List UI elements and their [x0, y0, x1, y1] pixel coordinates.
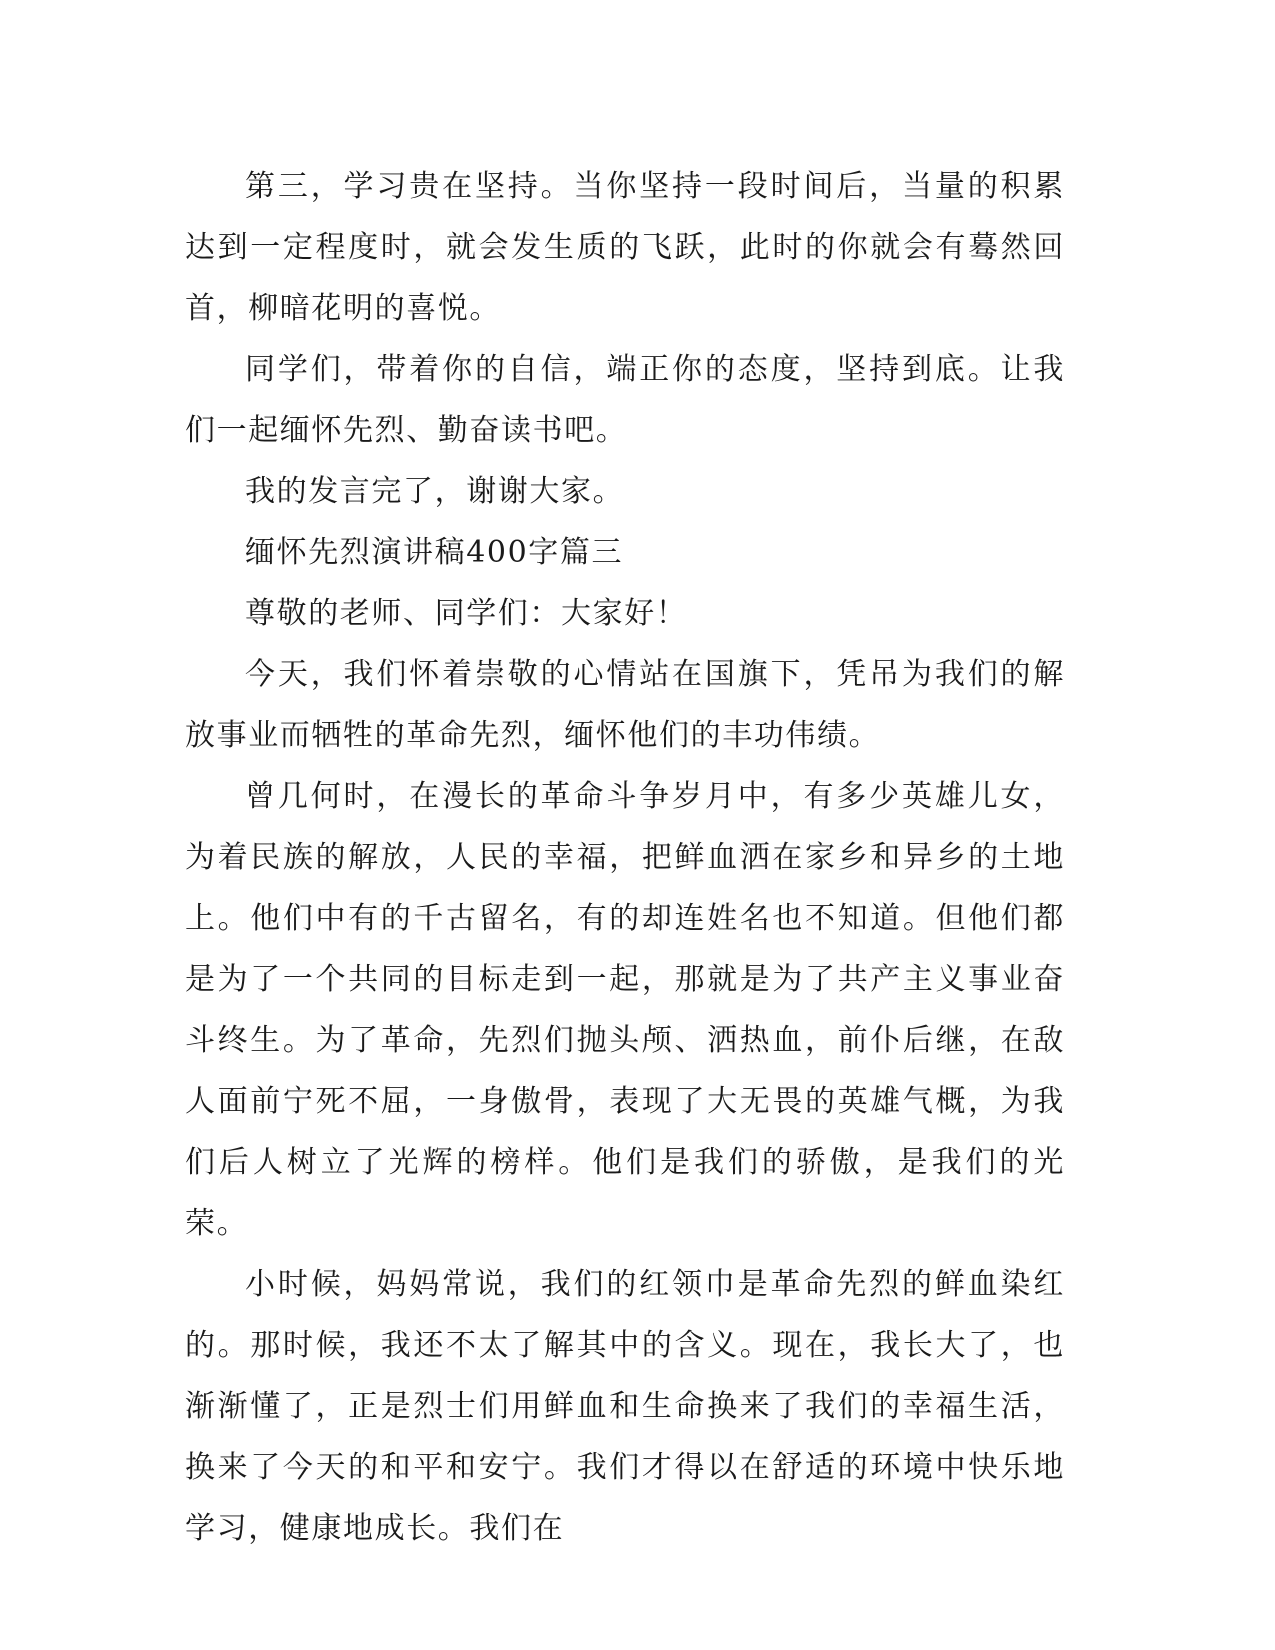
document-body	[185, 156, 1065, 1559]
paragraph-intro: 今天，我们怀着崇敬的心情站在国旗下，凭吊为我们的解放事业而牺牲的革命先烈，缅怀他们的丰功伟绩。	[185, 657, 1065, 753]
paragraph-call-to-action: 同学们，带着你的自信，端正你的态度，坚持到底。让我们一起缅怀先烈、勤奋读书吧。	[185, 352, 1065, 448]
paragraph-greeting: 尊敬的老师、同学们：大家好！	[245, 596, 688, 631]
paragraph-childhood: 小时候，妈妈常说，我们的红领巾是革命先烈的鲜血染红的。那时候，我还不太了解其中的含义。现在，我长大了，也渐渐懂了，正是烈士们用鲜血和生命换来了我们的幸福生活，换来了今天的和平和安宁。我们才得以在舒适的环境中快乐地学习，健康地成长。我们在	[185, 1267, 1065, 1546]
paragraph-persistence: 第三，学习贵在坚持。当你坚持一段时间后，当量的积累达到一定程度时，就会发生质的飞跃，此时的你就会有蓦然回首，柳暗花明的喜悦。	[185, 169, 1065, 326]
paragraph-closing: 我的发言完了，谢谢大家。	[245, 474, 625, 509]
paragraph-history: 曾几何时，在漫长的革命斗争岁月中，有多少英雄儿女，为着民族的解放，人民的幸福，把鲜血洒在家乡和异乡的土地上。他们中有的千古留名，有的却连姓名也不知道。但他们都是为了一个共同的目标走到一起，那就是为了共产主义事业奋斗终生。为了革命，先烈们抛头颅、洒热血，前仆后继，在敌人面前宁死不屈，一身傲骨，表现了大无畏的英雄气概，为我们后人树立了光辉的榜样。他们是我们的骄傲，是我们的光荣。	[185, 779, 1065, 1241]
section-heading: 缅怀先烈演讲稿400字篇三	[245, 535, 624, 570]
